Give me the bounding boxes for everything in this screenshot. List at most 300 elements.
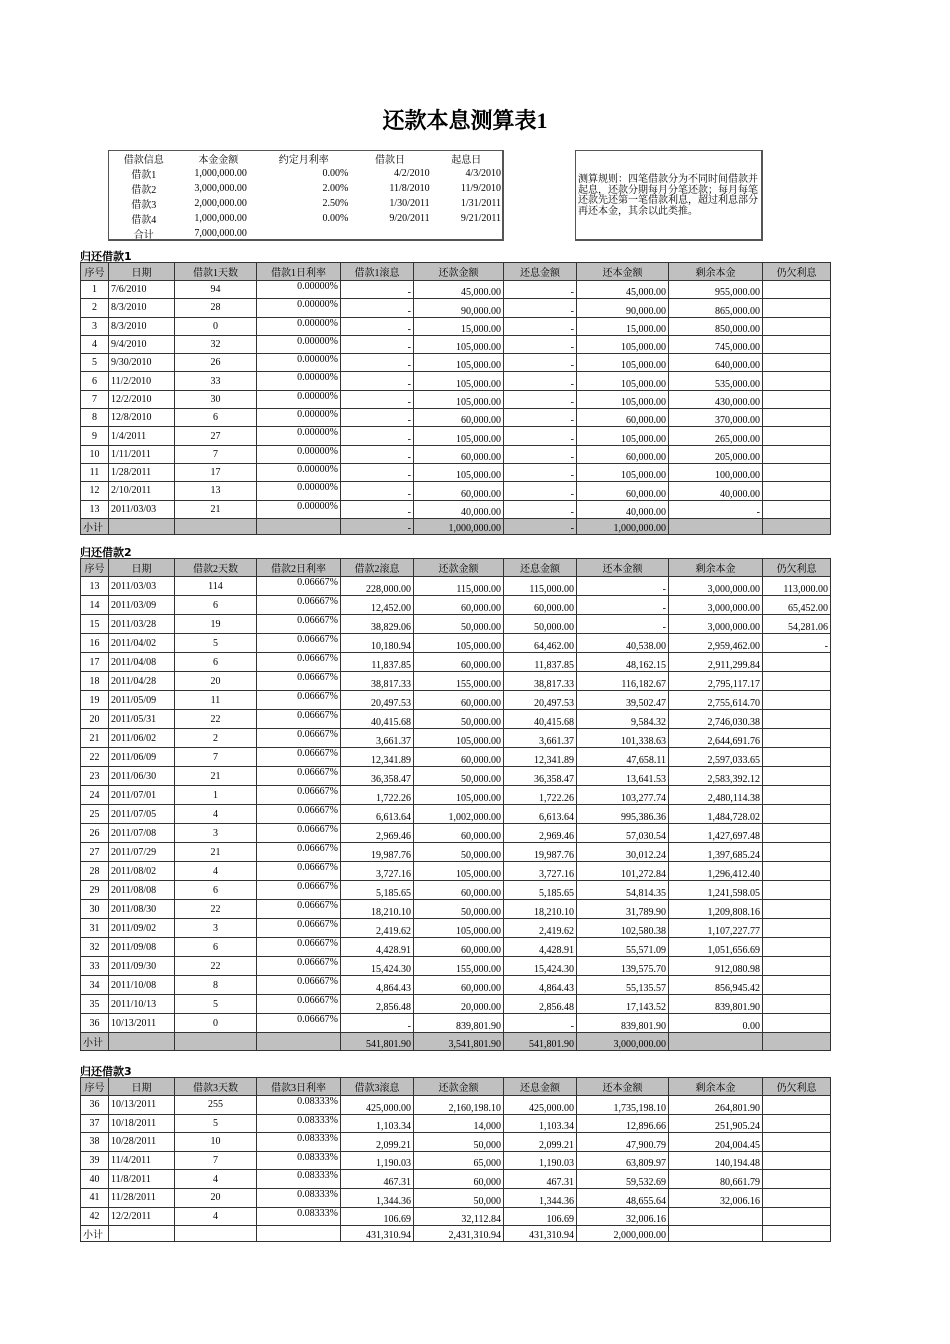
table-header-row: [81, 263, 831, 281]
subtotal-cell: 小计: [81, 1033, 109, 1051]
table-cell: [763, 843, 831, 862]
table-cell: 8: [81, 409, 109, 427]
table-cell: 12/2/2011: [109, 1207, 175, 1226]
table-cell: 535,000.00: [669, 372, 763, 390]
table-cell: 29: [81, 881, 109, 900]
table-cell: 32: [81, 938, 109, 957]
table-cell: 50,000.00: [414, 710, 504, 729]
table-cell: 90,000.00: [414, 299, 504, 317]
table-row: [81, 824, 831, 843]
table-row: [81, 1114, 831, 1133]
table-cell: 114: [175, 577, 257, 596]
table-cell: 2011/07/05: [109, 805, 175, 824]
table-cell: 745,000.00: [669, 335, 763, 353]
subtotal-cell: 541,801.90: [341, 1033, 414, 1051]
table-row: [81, 729, 831, 748]
table-cell: 60,000.00: [414, 596, 504, 615]
column-header: 还息金额: [504, 263, 577, 281]
subtotal-cell: [763, 1033, 831, 1051]
loan-info-table: [109, 151, 502, 241]
table-cell: 8/3/2010: [109, 299, 175, 317]
column-header: 还本金额: [577, 559, 669, 577]
table-cell: 205,000.00: [669, 445, 763, 463]
table-cell: 32,006.16: [577, 1207, 669, 1226]
repayment-table-loan2: [80, 558, 831, 1051]
column-header: 还本金额: [577, 263, 669, 281]
table-cell: 2011/10/08: [109, 976, 175, 995]
table-cell: 60,000.00: [577, 445, 669, 463]
table-cell: 10: [81, 445, 109, 463]
table-cell: 1,002,000.00: [414, 805, 504, 824]
info-row: [109, 196, 502, 211]
table-cell: 45,000.00: [414, 281, 504, 299]
table-cell: [763, 500, 831, 518]
table-cell: [763, 1170, 831, 1189]
info-cell: 借款4: [131, 215, 157, 226]
table-cell: 14: [81, 596, 109, 615]
table-cell: -: [341, 390, 414, 408]
table-cell: 105,000.00: [577, 390, 669, 408]
table-cell: 8: [175, 976, 257, 995]
table-cell: 0.06667%: [257, 748, 341, 767]
section-title-loan1: 归还借款1: [80, 250, 132, 263]
table-cell: 101,272.84: [577, 862, 669, 881]
table-cell: 105,000.00: [577, 372, 669, 390]
table-cell: 106.69: [504, 1207, 577, 1226]
table-cell: 32: [175, 335, 257, 353]
subtotal-cell: 3,000,000.00: [577, 1033, 669, 1051]
table-cell: 2011/03/28: [109, 615, 175, 634]
table-cell: 3,000,000.00: [669, 596, 763, 615]
table-cell: 65,000: [414, 1151, 504, 1170]
table-cell: 0.06667%: [257, 729, 341, 748]
subtotal-cell: [257, 1226, 341, 1242]
table-cell: 4: [175, 805, 257, 824]
table-cell: 38: [81, 1133, 109, 1152]
table-cell: 2011/09/02: [109, 919, 175, 938]
column-header: 还款金额: [414, 1078, 504, 1096]
info-cell: 4/2/2010: [394, 168, 430, 179]
table-cell: 40,415.68: [504, 710, 577, 729]
table-cell: 105,000.00: [414, 390, 504, 408]
table-cell: 60,000.00: [577, 409, 669, 427]
table-cell: 16: [81, 634, 109, 653]
table-cell: 60,000.00: [414, 409, 504, 427]
table-cell: 5,185.65: [341, 881, 414, 900]
table-cell: 2011/03/03: [109, 577, 175, 596]
table-cell: 19,987.76: [504, 843, 577, 862]
table-cell: 50,000.00: [414, 843, 504, 862]
table-cell: 13: [81, 577, 109, 596]
table-cell: 102,580.38: [577, 919, 669, 938]
table-cell: 4,864.43: [504, 976, 577, 995]
table-cell: 21: [175, 767, 257, 786]
table-cell: -: [341, 1014, 414, 1033]
table-cell: 3,000,000.00: [669, 577, 763, 596]
table-cell: 10/13/2011: [109, 1096, 175, 1115]
table-cell: 20,497.53: [504, 691, 577, 710]
table-cell: 0.00000%: [257, 317, 341, 335]
table-cell: 0.00000%: [257, 281, 341, 299]
table-cell: 10,180.94: [341, 634, 414, 653]
table-cell: 9: [81, 427, 109, 445]
table-cell: 40: [81, 1170, 109, 1189]
table-cell: [763, 1151, 831, 1170]
table-cell: 1,344.36: [504, 1188, 577, 1207]
table-cell: 0.00: [669, 1014, 763, 1033]
table-cell: [763, 862, 831, 881]
table-row: [81, 919, 831, 938]
table-cell: 2011/10/13: [109, 995, 175, 1014]
table-cell: 6: [175, 409, 257, 427]
table-cell: -: [504, 299, 577, 317]
subtotal-cell: [175, 518, 257, 534]
table-cell: 9/30/2010: [109, 354, 175, 372]
table-cell: 105,000.00: [577, 335, 669, 353]
table-cell: 38,829.06: [341, 615, 414, 634]
table-cell: 640,000.00: [669, 354, 763, 372]
table-cell: 105,000.00: [577, 463, 669, 481]
subtotal-cell: [109, 1033, 175, 1051]
table-cell: 60,000: [414, 1170, 504, 1189]
column-header: 仍欠利息: [763, 263, 831, 281]
table-cell: [763, 354, 831, 372]
table-cell: 11/2/2010: [109, 372, 175, 390]
table-cell: 4: [175, 1207, 257, 1226]
table-cell: 0.06667%: [257, 786, 341, 805]
table-cell: 26: [81, 824, 109, 843]
table-cell: 40,000.00: [669, 482, 763, 500]
table-cell: [763, 691, 831, 710]
info-cell: 借款2: [131, 185, 157, 196]
table-cell: 6: [175, 653, 257, 672]
info-cell: 0.00%: [322, 168, 349, 179]
column-header: 还款金额: [414, 263, 504, 281]
table-row: [81, 1133, 831, 1152]
section-title-loan2: 归还借款2: [80, 546, 132, 559]
table-cell: 17: [81, 653, 109, 672]
subtotal-cell: [669, 1033, 763, 1051]
table-cell: 13: [175, 482, 257, 500]
table-cell: 60,000.00: [414, 938, 504, 957]
table-cell: 6,613.64: [341, 805, 414, 824]
table-cell: -: [341, 317, 414, 335]
table-row: [81, 615, 831, 634]
table-cell: 60,000.00: [504, 596, 577, 615]
table-cell: 12/8/2010: [109, 409, 175, 427]
table-cell: 80,661.79: [669, 1170, 763, 1189]
table-cell: 28: [175, 299, 257, 317]
table-cell: 2011/08/02: [109, 862, 175, 881]
table-row: [81, 281, 831, 299]
table-row: [81, 596, 831, 615]
info-cell: 2,000,000.00: [194, 198, 247, 209]
column-header: 仍欠利息: [763, 1078, 831, 1096]
table-cell: -: [504, 1014, 577, 1033]
subtotal-cell: 431,310.94: [504, 1226, 577, 1242]
table-cell: 5: [175, 995, 257, 1014]
table-cell: 955,000.00: [669, 281, 763, 299]
column-header: 序号: [81, 559, 109, 577]
subtotal-cell: [175, 1033, 257, 1051]
table-cell: 251,905.24: [669, 1114, 763, 1133]
subtotal-cell: 2,000,000.00: [577, 1226, 669, 1242]
info-cell: 9/20/2011: [389, 213, 430, 224]
table-cell: 1,209,808.16: [669, 900, 763, 919]
table-cell: 865,000.00: [669, 299, 763, 317]
table-cell: 101,338.63: [577, 729, 669, 748]
column-header: 还款金额: [414, 559, 504, 577]
subtotal-cell: 小计: [81, 1226, 109, 1242]
table-cell: 3,727.16: [341, 862, 414, 881]
subtotal-cell: 1,000,000.00: [577, 518, 669, 534]
table-cell: -: [669, 500, 763, 518]
info-header-row: [109, 151, 502, 166]
table-cell: 0.06667%: [257, 843, 341, 862]
table-cell: 47,658.11: [577, 748, 669, 767]
info-cell: 借款1: [131, 170, 157, 181]
table-cell: 0.06667%: [257, 957, 341, 976]
table-cell: 40,415.68: [341, 710, 414, 729]
table-cell: 1,722.26: [504, 786, 577, 805]
column-header: 借款2天数: [175, 559, 257, 577]
table-row: [81, 335, 831, 353]
table-cell: 1,735,198.10: [577, 1096, 669, 1115]
table-row: [81, 445, 831, 463]
table-cell: 3: [175, 919, 257, 938]
table-cell: 2011/08/30: [109, 900, 175, 919]
table-cell: 38,817.33: [341, 672, 414, 691]
table-cell: 2011/06/30: [109, 767, 175, 786]
table-cell: -: [341, 335, 414, 353]
info-cell: 1/30/2011: [389, 198, 430, 209]
table-cell: 0.06667%: [257, 824, 341, 843]
table-cell: 7: [175, 1151, 257, 1170]
info-empty-cell: [349, 226, 430, 241]
table-cell: 2011/09/08: [109, 938, 175, 957]
table-cell: 9,584.32: [577, 710, 669, 729]
table-cell: 3: [81, 317, 109, 335]
table-cell: 0.08333%: [257, 1114, 341, 1133]
table-cell: 105,000.00: [414, 372, 504, 390]
table-cell: [763, 824, 831, 843]
table-cell: [763, 919, 831, 938]
subtotal-cell: 541,801.90: [504, 1033, 577, 1051]
table-cell: 0.00000%: [257, 463, 341, 481]
table-cell: [763, 281, 831, 299]
table-cell: 59,532.69: [577, 1170, 669, 1189]
table-cell: 2/10/2011: [109, 482, 175, 500]
table-cell: 467.31: [341, 1170, 414, 1189]
table-cell: 94: [175, 281, 257, 299]
table-cell: 4,864.43: [341, 976, 414, 995]
table-cell: 4,428.91: [341, 938, 414, 957]
table-cell: 3,000,000.00: [669, 615, 763, 634]
table-cell: 105,000.00: [414, 634, 504, 653]
table-cell: 20: [81, 710, 109, 729]
table-cell: 995,386.36: [577, 805, 669, 824]
column-header: 借款3滚息: [341, 1078, 414, 1096]
table-cell: 33: [81, 957, 109, 976]
table-cell: 36: [81, 1014, 109, 1033]
table-cell: 3,661.37: [504, 729, 577, 748]
info-empty-cell: [258, 226, 349, 241]
table-cell: 0.06667%: [257, 691, 341, 710]
table-cell: -: [577, 596, 669, 615]
info-cell: 2.00%: [322, 183, 349, 194]
column-header: 还本金额: [577, 1078, 669, 1096]
table-row: [81, 409, 831, 427]
table-cell: 115,000.00: [414, 577, 504, 596]
table-cell: 90,000.00: [577, 299, 669, 317]
table-cell: 39,502.47: [577, 691, 669, 710]
table-cell: 42: [81, 1207, 109, 1226]
table-cell: 50,000.00: [504, 615, 577, 634]
table-cell: -: [341, 299, 414, 317]
table-cell: 0.00000%: [257, 390, 341, 408]
table-cell: 1/11/2011: [109, 445, 175, 463]
table-cell: -: [341, 281, 414, 299]
loan-info-box: [108, 150, 504, 241]
table-cell: 425,000.00: [504, 1096, 577, 1115]
table-row: [81, 500, 831, 518]
table-cell: 425,000.00: [341, 1096, 414, 1115]
table-cell: 2011/06/02: [109, 729, 175, 748]
table-cell: 2011/08/08: [109, 881, 175, 900]
table-cell: 0.08333%: [257, 1151, 341, 1170]
table-cell: 10: [175, 1133, 257, 1152]
table-cell: 22: [81, 748, 109, 767]
table-cell: 4: [175, 862, 257, 881]
column-header: 还息金额: [504, 1078, 577, 1096]
table-cell: 37: [81, 1114, 109, 1133]
table-cell: 32,006.16: [669, 1188, 763, 1207]
table-cell: 105,000.00: [414, 862, 504, 881]
table-cell: [763, 482, 831, 500]
table-cell: 1,397,685.24: [669, 843, 763, 862]
table-cell: -: [341, 500, 414, 518]
table-cell: [763, 1133, 831, 1152]
table-cell: 100,000.00: [669, 463, 763, 481]
table-cell: 6: [175, 938, 257, 957]
info-empty-cell: [431, 226, 502, 241]
table-cell: 23: [81, 767, 109, 786]
column-header: 日期: [109, 1078, 175, 1096]
table-cell: [763, 335, 831, 353]
table-cell: 839,801.90: [414, 1014, 504, 1033]
table-cell: 2,583,392.12: [669, 767, 763, 786]
table-cell: 65,452.00: [763, 596, 831, 615]
subtotal-row: [81, 1033, 831, 1051]
table-cell: -: [504, 427, 577, 445]
table-cell: 0.08333%: [257, 1170, 341, 1189]
table-cell: [763, 1114, 831, 1133]
table-cell: [763, 372, 831, 390]
table-cell: 2011/05/09: [109, 691, 175, 710]
table-row: [81, 463, 831, 481]
table-cell: 3: [175, 824, 257, 843]
column-header: 日期: [109, 559, 175, 577]
table-cell: 105,000.00: [414, 919, 504, 938]
table-cell: 0.06667%: [257, 919, 341, 938]
table-cell: 20,497.53: [341, 691, 414, 710]
table-cell: 430,000.00: [669, 390, 763, 408]
table-row: [81, 691, 831, 710]
table-cell: 105,000.00: [414, 786, 504, 805]
table-cell: 370,000.00: [669, 409, 763, 427]
table-cell: 1,722.26: [341, 786, 414, 805]
table-row: [81, 1151, 831, 1170]
table-cell: -: [504, 482, 577, 500]
column-header: 借款3日利率: [257, 1078, 341, 1096]
table-cell: 1,427,697.48: [669, 824, 763, 843]
table-cell: [763, 976, 831, 995]
table-cell: 2,644,691.76: [669, 729, 763, 748]
table-cell: 13,641.53: [577, 767, 669, 786]
table-cell: 50,000.00: [414, 615, 504, 634]
table-cell: -: [504, 354, 577, 372]
table-cell: 14,000: [414, 1114, 504, 1133]
table-cell: 0.06667%: [257, 767, 341, 786]
table-cell: [763, 995, 831, 1014]
table-row: [81, 482, 831, 500]
subtotal-cell: [109, 518, 175, 534]
subtotal-cell: [257, 1033, 341, 1051]
table-cell: [763, 390, 831, 408]
table-cell: 106.69: [341, 1207, 414, 1226]
table-row: [81, 862, 831, 881]
table-cell: 2,746,030.38: [669, 710, 763, 729]
table-row: [81, 995, 831, 1014]
info-header-cell: 起息日: [451, 155, 482, 166]
table-cell: -: [504, 390, 577, 408]
table-cell: 105,000.00: [414, 463, 504, 481]
table-row: [81, 1096, 831, 1115]
info-cell: 1/31/2011: [460, 198, 501, 209]
table-cell: 467.31: [504, 1170, 577, 1189]
table-cell: 0.06667%: [257, 653, 341, 672]
table-cell: 2,911,299.84: [669, 653, 763, 672]
table-cell: 105,000.00: [414, 427, 504, 445]
table-cell: 11,837.85: [341, 653, 414, 672]
table-cell: 12: [81, 482, 109, 500]
table-cell: 0.00000%: [257, 482, 341, 500]
table-cell: 2,969.46: [341, 824, 414, 843]
table-cell: 1,103.34: [341, 1114, 414, 1133]
table-cell: [763, 710, 831, 729]
table-cell: 30,012.24: [577, 843, 669, 862]
info-row: [109, 211, 502, 226]
table-cell: 20: [175, 672, 257, 691]
table-cell: 24: [81, 786, 109, 805]
table-cell: -: [504, 317, 577, 335]
table-cell: 155,000.00: [414, 957, 504, 976]
subtotal-row: [81, 1226, 831, 1242]
table-row: [81, 1170, 831, 1189]
table-cell: 0.08333%: [257, 1207, 341, 1226]
table-cell: 0.00000%: [257, 409, 341, 427]
table-cell: 60,000.00: [414, 445, 504, 463]
table-cell: [763, 409, 831, 427]
table-cell: 36: [81, 1096, 109, 1115]
subtotal-cell: [669, 518, 763, 534]
table-cell: 2011/07/01: [109, 786, 175, 805]
info-header-cell: 约定月利率: [278, 155, 329, 166]
table-cell: 0: [175, 317, 257, 335]
info-cell: 11/9/2010: [460, 183, 501, 194]
table-cell: 2011/06/09: [109, 748, 175, 767]
info-total-value: 7,000,000.00: [194, 228, 247, 239]
